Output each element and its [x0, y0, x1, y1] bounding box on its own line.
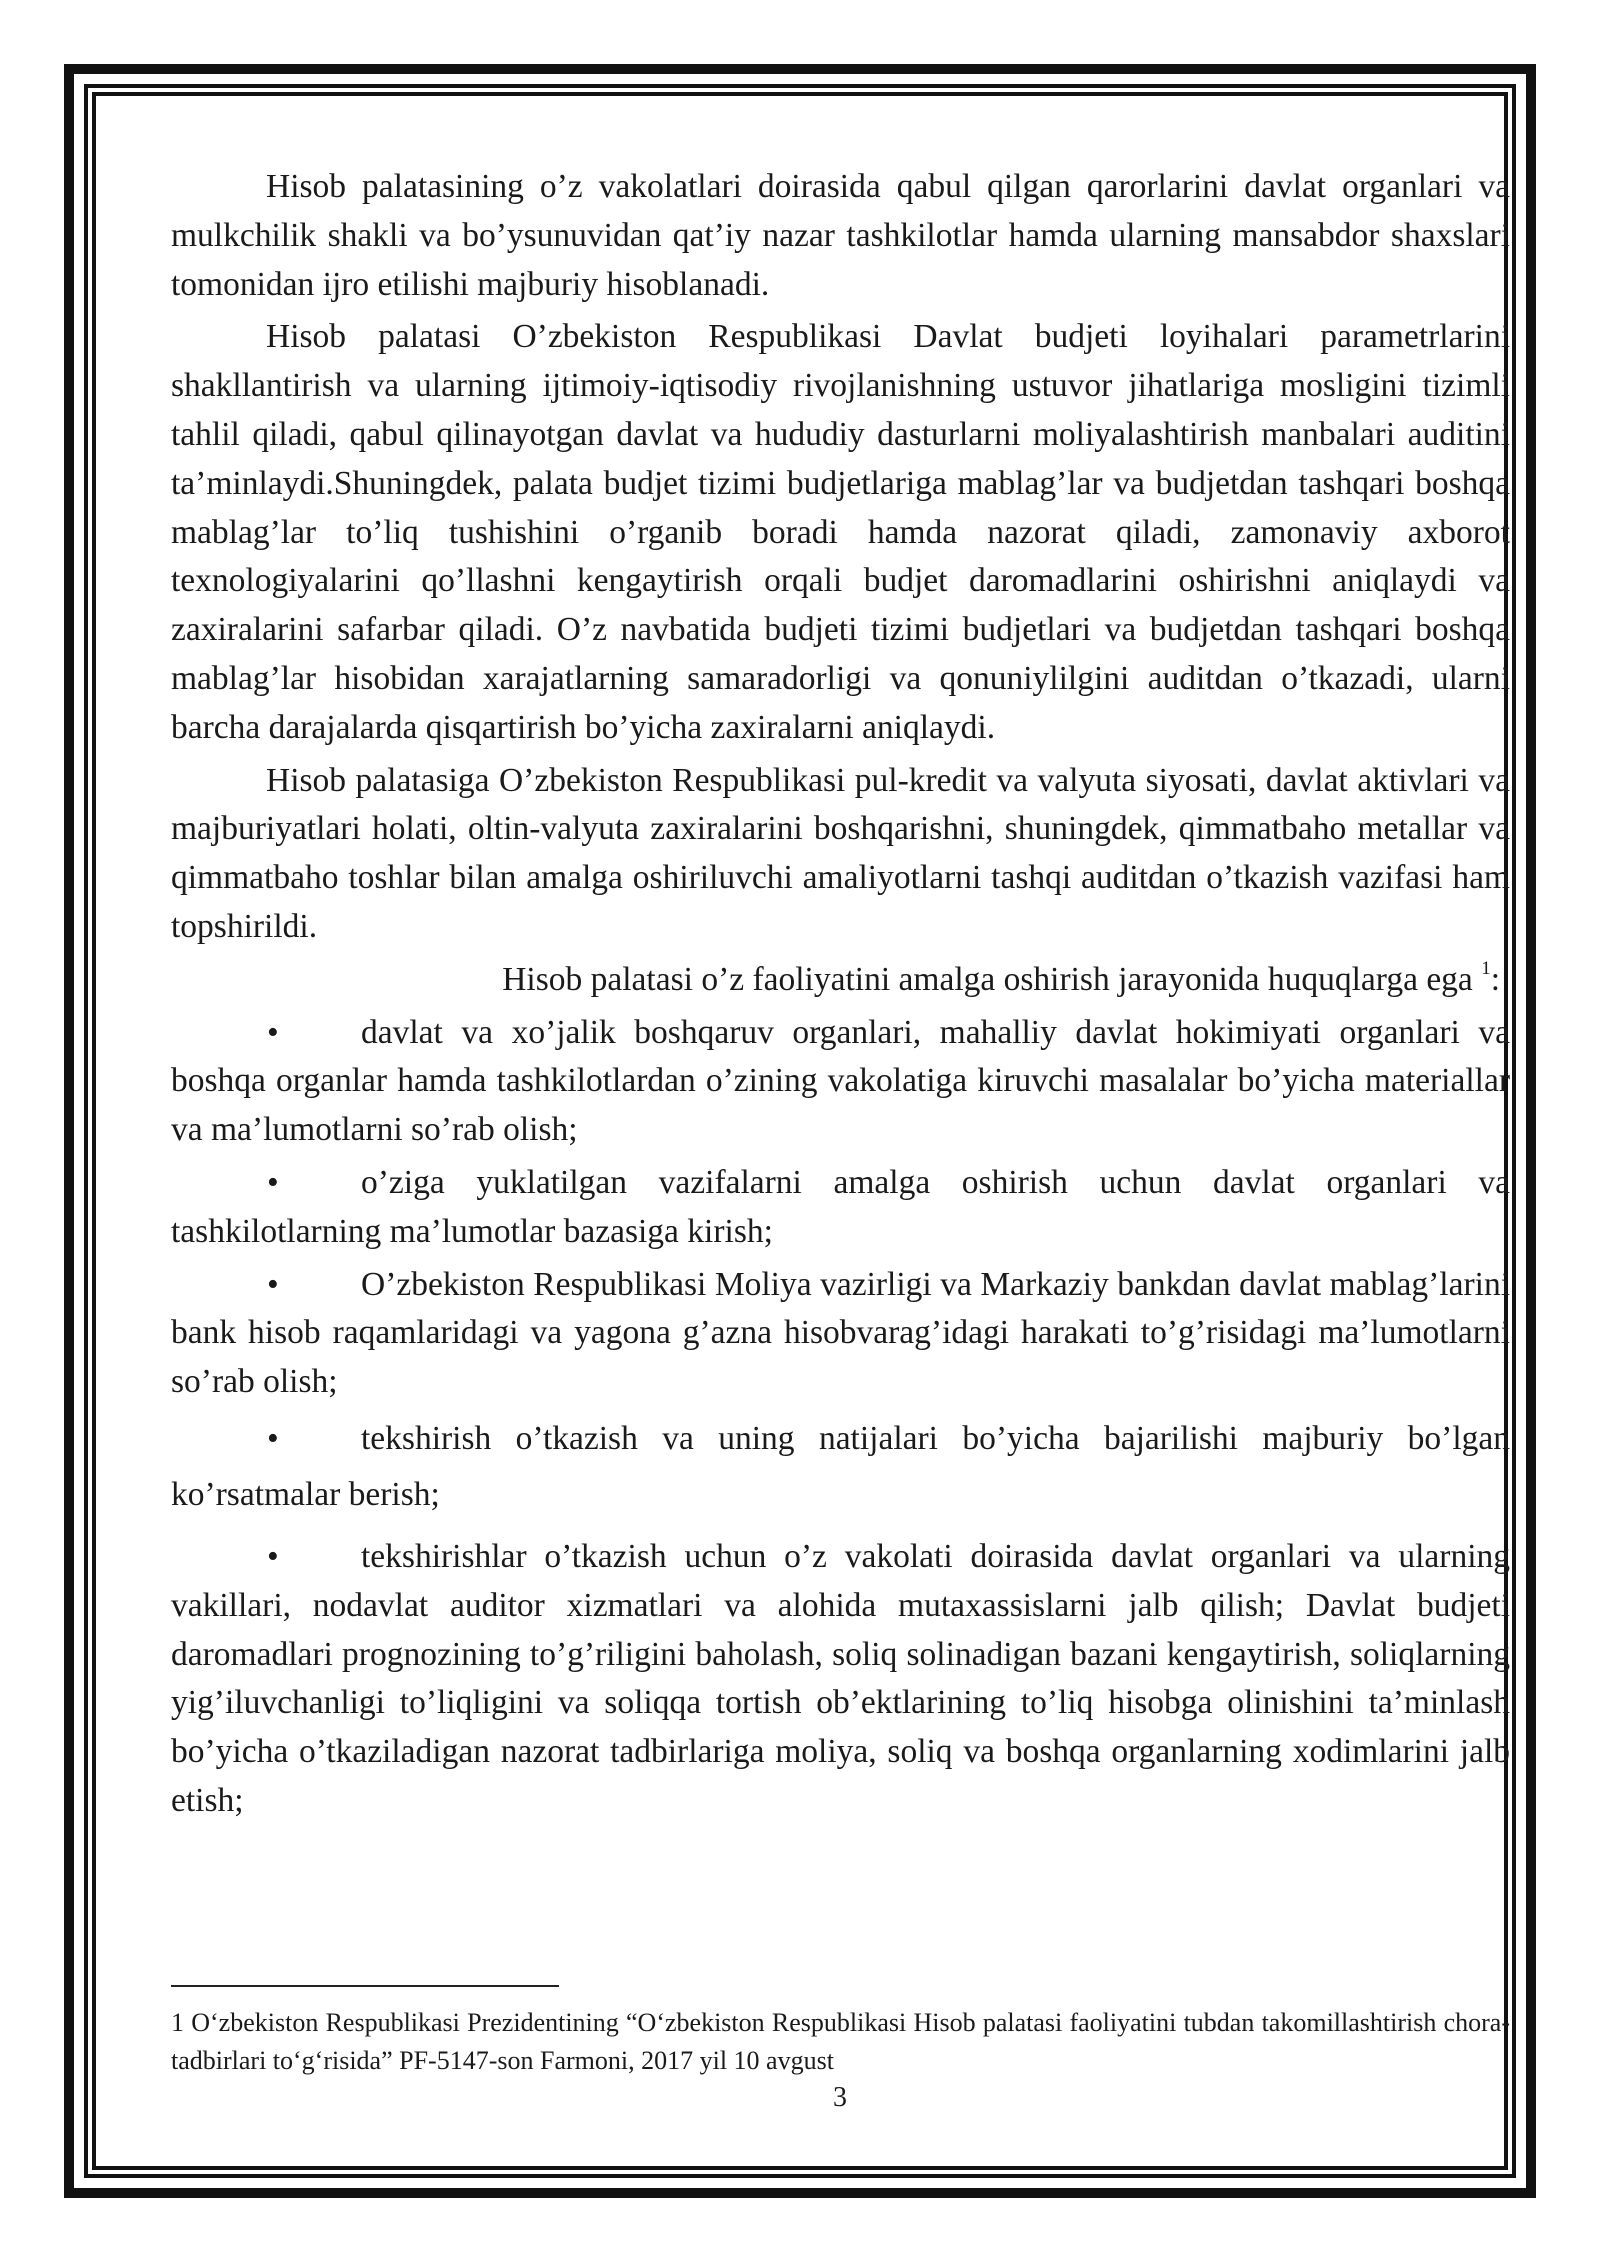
bullet-icon: • [267, 1265, 279, 1303]
bullet-item [171, 1009, 1510, 1155]
bullet-item [171, 1533, 1510, 1826]
bullet-text: tekshirishlar o’tkazish uchun o’z vakolati doirasida davlat organlari va ularning vakillari, nodavlat auditor xizmatlari va alohida mutaxassislarni jalb qilish; Davlat budjeti daromadlari prognozining to’g’riligini baholash, soliq solinadigan bazani kengaytirish, soliqlarning yig’iluvchanligi to’liqligini va soliqqa tortish ob’ektlarining to’liq hisobga olinishini ta’minlash bo’yicha o’tkaziladigan nazorat tadbirlariga moliya, soliq va boshqa organlarning xodimlarini jalb etish; [171, 1537, 1510, 1819]
bullet-item [171, 1411, 1510, 1523]
bullet-text: tekshirish o’tkazish va uning natijalari bo’yicha bajarilishi majburiy bo’lgan ko’rsatmalar berish; [171, 1419, 1510, 1513]
rights-intro-text: Hisob palatasi o’z faoliyatini amalga oshirish jarayonida huquqlarga ega [502, 960, 1473, 998]
footnote: 1 O‘zbekiston Respublikasi Prezidentining “O‘zbekiston Respublikasi Hisob palatasi faoliyatini tubdan takomillashtirish chora-tadbirlari to‘g‘risida” PF-5147-son Farmoni, 2017 yil 10 avgust [171, 2008, 1510, 2075]
paragraph-3: Hisob palatasiga O’zbekiston Respublikasi pul-kredit va valyuta siyosati, davlat aktivlari va majburiyatlari holati, oltin-valyuta zaxiralarini boshqarishni, shuningdek, qimmatbaho metallar va qimmatbaho toshlar bilan amalga oshiriluvchi amaliyotlarni tashqi auditdan o’tkazish vazifasi ham topshirildi. [171, 761, 1510, 945]
paragraph-1: Hisob palatasining o’z vakolatlari doirasida qabul qilgan qarorlarini davlat organlari va mulkchilik shakli va bo’ysunuvidan qat’iy nazar tashkilotlar hamda ularning mansabdor shaxslari tomonidan ijro etilishi majburiy hisoblanadi. [171, 168, 1510, 303]
footnote-separator [171, 1985, 559, 1987]
document-body [171, 163, 1510, 1826]
bullet-icon: • [267, 1013, 279, 1051]
bullet-text: O’zbekiston Respublikasi Moliya vazirligi va Markaziy bankdan davlat mablag’larini bank hisob raqamlaridagi va yagona g’azna hisobvarag’idagi harakati to’g’risidagi ma’lumotlarni so’rab olish; [171, 1265, 1510, 1401]
paragraph-4-rights-intro [171, 956, 1510, 1005]
bullet-icon: • [267, 1537, 279, 1575]
bullet-text: o’ziga yuklatilgan vazifalarni amalga oshirish uchun davlat organlari va tashkilotlarning ma’lumotlar bazasiga kirish; [171, 1163, 1510, 1250]
bullet-text: davlat va xo’jalik boshqaruv organlari, mahalliy davlat hokimiyati organlari va boshqa organlar hamda tashkilotlardan o’zining vakolatiga kiruvchi masalalar bo’yicha materiallar va ma’lumotlarni so’rab olish; [171, 1013, 1510, 1149]
rights-intro-colon: : [1490, 960, 1500, 998]
bullet-icon: • [267, 1419, 279, 1457]
bullet-item [171, 1261, 1510, 1407]
page-number: 3 [833, 2082, 847, 2113]
paragraph-2: Hisob palatasi O’zbekiston Respublikasi Davlat budjeti loyihalari parametrlarini shakllantirish va ularning ijtimoiy-iqtisodiy rivojlanishning ustuvor jihatlariga mosligini tizimli tahlil qiladi, qabul qilinayotgan davlat va hududiy dasturlarni moliyalashtirish manbalari auditini ta’minlaydi.Shuningdek, palata budjet tizimi budjetlariga mablag’lar va budjetdan tashqari boshqa mablag’lar to’liq tushishini o’rganib boradi hamda nazorat qiladi, zamonaviy axborot texnologiyalarini qo’llashni kengaytirish orqali budjet daromadlarini oshirishni aniqlaydi va zaxiralarini safarbar qiladi. O’z navbatida budjeti tizimi budjetlari va budjetdan tashqari boshqa mablag’lar hisobidan xarajatlarning samaradorligi va qonuniylilgini auditdan o’tkazadi, ularni barcha darajalarda qisqartirish bo’yicha zaxiralarni aniqlaydi. [171, 318, 1510, 746]
bullet-icon: • [267, 1163, 279, 1201]
bullet-item [171, 1159, 1510, 1257]
footnote-reference: 1 [1481, 957, 1491, 979]
